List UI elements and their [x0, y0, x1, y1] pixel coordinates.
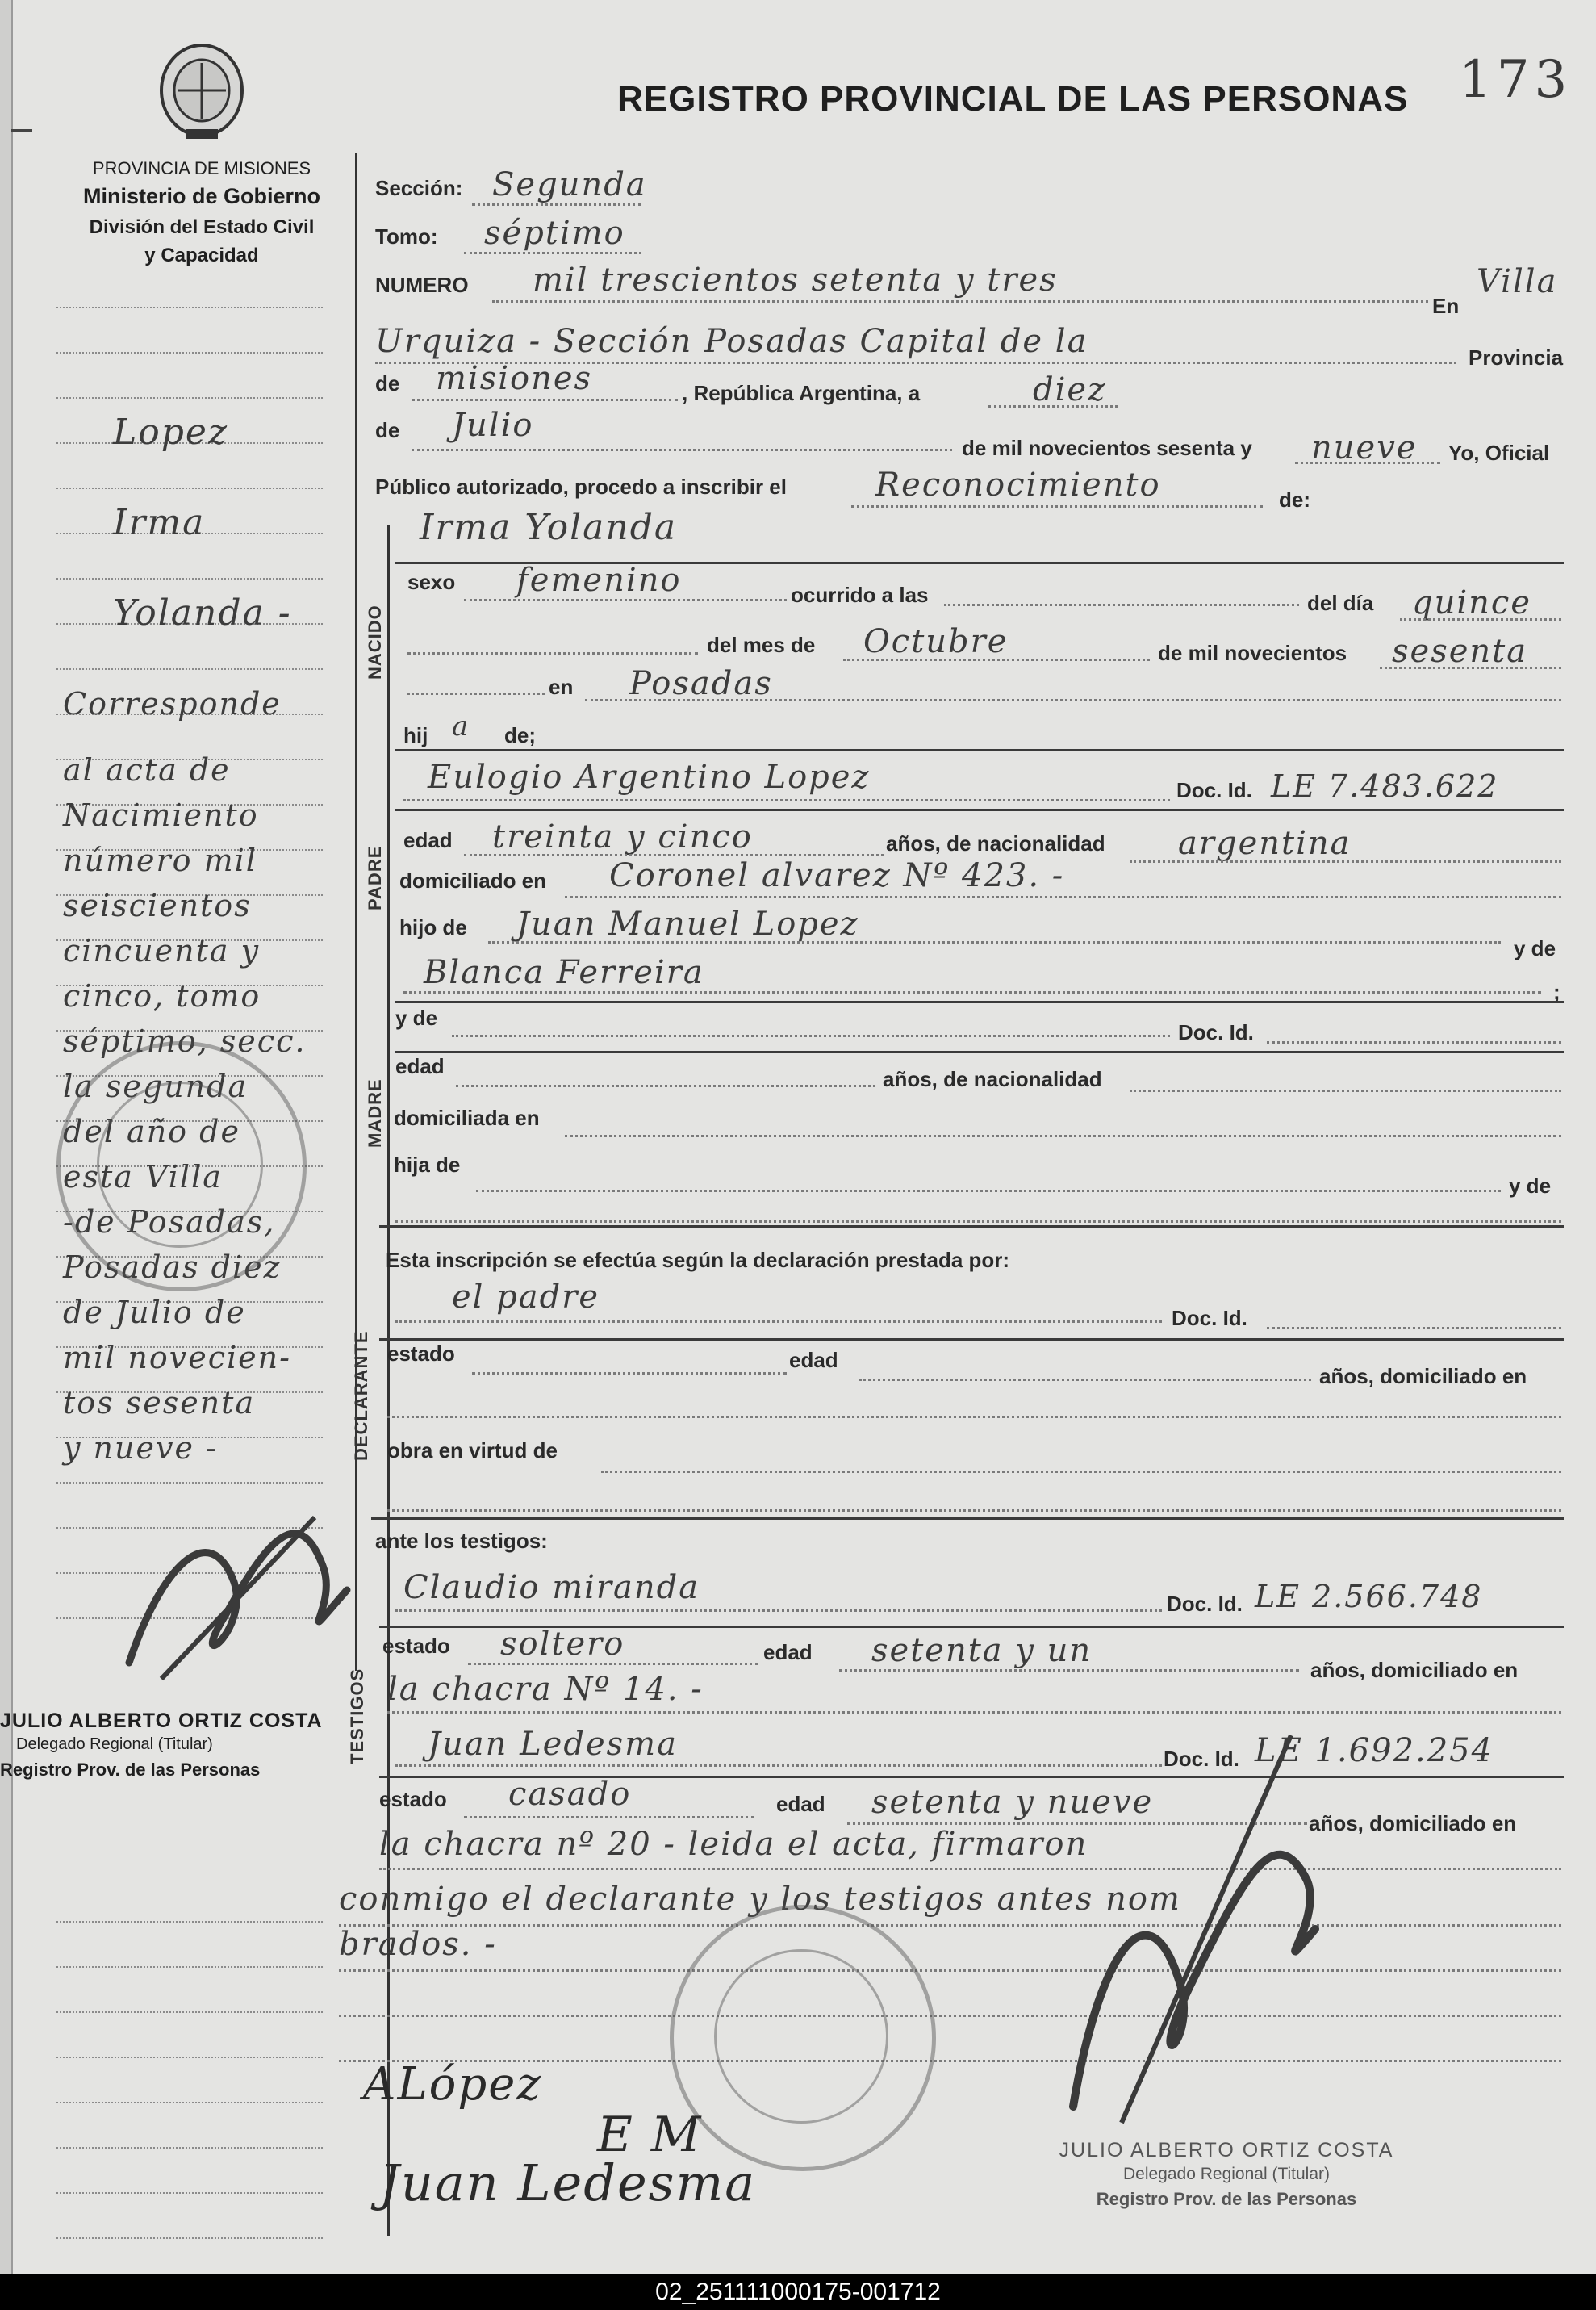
label-testigo2-domicilio: años, domiciliado en — [1309, 1811, 1517, 1835]
margin-note-line: séptimo, secc. — [63, 1023, 307, 1059]
label-tomo: Tomo: — [375, 224, 438, 249]
label-numero: NUMERO — [375, 273, 469, 297]
label-nacido: NACIDO — [365, 605, 385, 680]
value-testigo2-estado: casado — [508, 1776, 632, 1813]
label-testigo1-domicilio: años, domiciliado en — [1310, 1658, 1519, 1682]
margin-note-line: de Julio de — [63, 1295, 246, 1330]
value-padre-padre: Juan Manuel Lopez — [516, 906, 859, 943]
signature-em: E M — [597, 2107, 703, 2163]
label-de-mes: de — [375, 418, 400, 442]
value-place: Urquiza - Sección Posadas Capital de la — [375, 323, 1088, 360]
margin-note-line: esta Villa — [63, 1159, 223, 1195]
label-declarante-edad: edad — [789, 1348, 838, 1372]
label-hij-de: de; — [504, 723, 536, 747]
official-stamp-left-registry: Registro Prov. de las Personas — [0, 1760, 261, 1780]
seal-stamp-left-inner — [97, 1082, 263, 1248]
label-testigos: TESTIGOS — [347, 1668, 367, 1764]
label-novecientos: de mil novecientos sesenta y — [962, 436, 1252, 460]
label-madre-nacionalidad: años, de nacionalidad — [883, 1067, 1102, 1091]
label-de-acto: de: — [1279, 488, 1310, 512]
margin-note-line: y nueve - — [63, 1430, 218, 1466]
value-novecientos2: sesenta — [1392, 633, 1528, 670]
margin-note-line: Posadas diez — [63, 1249, 282, 1285]
value-padre-madre: Blanca Ferreira — [424, 954, 704, 991]
label-del-dia: del día — [1307, 591, 1374, 615]
official-stamp-right-name: JULIO ALBERTO ORTIZ COSTA — [1059, 2139, 1394, 2161]
signature-official-left — [113, 1469, 371, 1711]
value-de: misiones — [436, 360, 593, 397]
value-testigo2-edad: setenta y nueve — [871, 1784, 1154, 1821]
value-padre-edad: treinta y cinco — [492, 818, 753, 856]
margin-note-line: la segunda — [63, 1069, 249, 1104]
margin-note-line: cincuenta y — [63, 933, 261, 969]
document-title: REGISTRO PROVINCIAL DE LAS PERSONAS — [617, 79, 1409, 119]
label-inscripcion: Esta inscripción se efectúa según la declaración prestada por: — [386, 1248, 1010, 1272]
label-madre-y-de: y de — [395, 1006, 438, 1030]
seal-stamp-right-inner — [714, 1949, 888, 2124]
label-oficial: Yo, Oficial — [1448, 441, 1550, 465]
section-rule — [387, 525, 390, 2236]
label-madre-y-de2: y de — [1509, 1174, 1552, 1198]
margin-note-line: Lopez — [113, 412, 229, 453]
label-testigo2-doc: Doc. Id. — [1164, 1747, 1239, 1771]
official-stamp-right-title: Delegado Regional (Titular) — [1122, 2165, 1331, 2183]
signature-ledesma: Juan Ledesma — [379, 2153, 757, 2212]
value-numero: mil trescientos setenta y tres — [533, 262, 1058, 299]
label-republica: , República Argentina, a — [682, 381, 921, 405]
label-sexo: sexo — [407, 570, 456, 594]
value-acto: Reconocimiento — [875, 467, 1161, 504]
margin-note-line: del año de — [63, 1114, 240, 1149]
label-seccion: Sección: — [375, 176, 463, 200]
label-en: En — [1432, 294, 1460, 318]
label-testigos: ante los testigos: — [375, 1529, 548, 1553]
value-mes: Julio — [452, 407, 534, 444]
label-madre: MADRE — [365, 1078, 385, 1148]
label-publico: Público autorizado, procedo a inscribir el — [375, 475, 787, 499]
margin-note-line: seiscientos — [63, 888, 252, 923]
value-nacido-nombre: Irma Yolanda — [420, 507, 678, 548]
label-del-mes: del mes de — [707, 633, 816, 657]
value-testigo2-nombre: Juan Ledesma — [428, 1726, 678, 1763]
value-testigo1-edad: setenta y un — [871, 1632, 1093, 1669]
value-padre-nombre: Eulogio Argentino Lopez — [428, 759, 871, 796]
signature-official-right — [1049, 1719, 1339, 2139]
label-testigo1-estado: estado — [382, 1634, 450, 1658]
margin-note-line: número mil — [63, 843, 257, 878]
value-en: Villa — [1477, 263, 1558, 300]
label-ocurrido: ocurrido a las — [791, 583, 929, 607]
label-padre-y-de: y de — [1514, 936, 1556, 960]
value-en-nacido: Posadas — [629, 665, 773, 702]
value-testigo1-doc: LE 2.566.748 — [1255, 1579, 1483, 1614]
value-sexo: femenino — [516, 562, 682, 599]
label-padre: PADRE — [365, 845, 385, 910]
official-stamp-left-name: JULIO ALBERTO ORTIZ COSTA — [0, 1709, 323, 1732]
value-anio: nueve — [1311, 429, 1418, 467]
institution-line-3: División del Estado Civil — [89, 216, 315, 238]
label-obra: obra en virtud de — [387, 1438, 558, 1463]
value-closing-2: brados. - — [339, 1926, 497, 1963]
label-madre-doc: Doc. Id. — [1178, 1020, 1254, 1044]
margin-note-line: Yolanda - — [113, 592, 292, 634]
page-number: 173 — [1459, 50, 1573, 110]
institution-line-1: PROVINCIA DE MISIONES — [92, 158, 311, 178]
value-declarante-nombre: el padre — [452, 1278, 600, 1316]
label-declarante: DECLARANTE — [351, 1330, 371, 1461]
label-padre-domicilio: domiciliado en — [399, 868, 547, 893]
value-del-mes: Octubre — [863, 623, 1009, 660]
label-padre-doc: Doc. Id. — [1176, 778, 1252, 802]
margin-note-line: al acta de — [63, 752, 231, 788]
value-testigo1-domicilio: la chacra Nº 14. - — [387, 1671, 704, 1708]
crest-emblem — [157, 40, 246, 145]
label-testigo1-doc: Doc. Id. — [1167, 1592, 1243, 1616]
label-padre-nacionalidad: años, de nacionalidad — [886, 831, 1105, 856]
label-madre-edad: edad — [395, 1054, 445, 1078]
label-madre-domicilio: domiciliada en — [394, 1106, 540, 1130]
binding-mark — [11, 129, 32, 132]
label-declarante-domicilio: años, domiciliado en — [1319, 1364, 1527, 1388]
value-del-dia: quince — [1412, 584, 1531, 621]
label-declarante-estado: estado — [387, 1341, 455, 1366]
value-closing-1: conmigo el declarante y los testigos antes nom — [339, 1881, 1181, 1918]
label-en-nacido: en — [549, 675, 574, 699]
label-testigo2-estado: estado — [379, 1787, 447, 1811]
margin-note-line: -de Posadas, — [63, 1204, 276, 1240]
value-padre-domicilio: Coronel alvarez Nº 423. - — [609, 857, 1065, 894]
margin-note-line: tos sesenta — [63, 1385, 256, 1421]
label-hij: hij — [403, 723, 428, 747]
label-madre-hija-de: hija de — [394, 1153, 461, 1177]
value-testigo1-estado: soltero — [500, 1626, 625, 1663]
value-testigo2-domicilio: la chacra nº 20 - leida el acta, firmaron — [379, 1826, 1088, 1863]
institution-line-4: y Capacidad — [144, 245, 259, 266]
margin-note-line: cinco, tomo — [63, 978, 261, 1014]
institution-line-2: Ministerio de Gobierno — [82, 184, 321, 208]
margin-note-line: Nacimiento — [63, 797, 259, 833]
label-padre-hijo-de: hijo de — [399, 915, 467, 939]
value-testigo2-doc: LE 1.692.254 — [1255, 1732, 1494, 1769]
margin-note-line: Corresponde — [63, 686, 282, 722]
value-seccion: Segunda — [492, 166, 647, 203]
value-padre-doc: LE 7.483.622 — [1271, 768, 1499, 804]
value-testigo1-nombre: Claudio miranda — [403, 1569, 700, 1606]
file-id: 02_251111000175-001712 — [655, 2279, 941, 2305]
official-stamp-left-title: Delegado Regional (Titular) — [16, 1735, 213, 1753]
label-de: de — [375, 371, 400, 395]
value-tomo: séptimo — [484, 215, 625, 252]
footer-bar — [0, 2274, 1596, 2310]
label-declarante-doc: Doc. Id. — [1172, 1306, 1247, 1330]
official-stamp-right-registry: Registro Prov. de las Personas — [1096, 2189, 1357, 2209]
value-dia: diez — [1033, 371, 1107, 408]
label-padre-edad: edad — [403, 828, 453, 852]
label-testigo2-edad: edad — [776, 1792, 825, 1816]
value-padre-nacionalidad: argentina — [1178, 825, 1352, 862]
margin-note-line: mil novecien- — [63, 1340, 291, 1375]
label-provincia: Provincia — [1469, 345, 1564, 370]
margin-note-line: Irma — [113, 502, 206, 543]
binding-edge — [0, 0, 13, 2274]
signature-lopez: ALópez — [363, 2058, 542, 2111]
value-hij: a — [452, 710, 470, 743]
label-novecientos2: de mil novecientos — [1158, 641, 1347, 665]
label-testigo1-edad: edad — [763, 1640, 813, 1664]
label-semicolon: ; — [1553, 980, 1560, 1004]
